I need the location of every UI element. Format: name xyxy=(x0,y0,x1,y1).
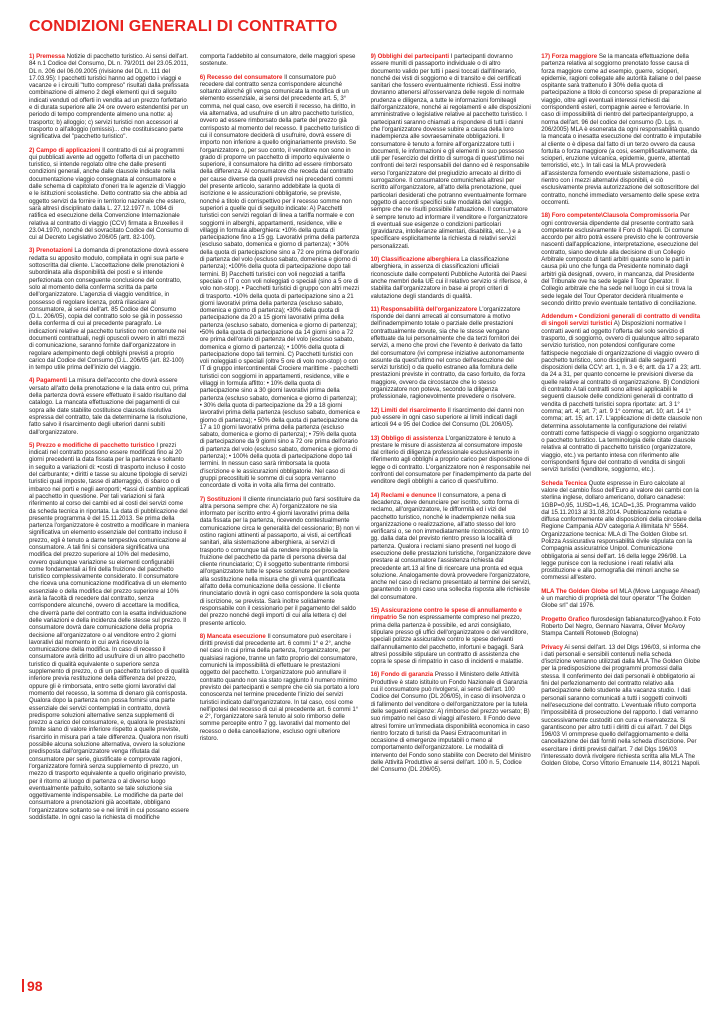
section-text: L'organizzatore risponde dei danni arrecati al consumatore a motivo dell'inadempimento totale o parziale delle prestazioni contrattualmente dovute, sia che le stesse vengano effettuate da lui personalmente che da terzi fornitori dei servizi, a meno che provi che l'evento è derivato da fatto del consumatore (ivi comprese iniziative autonomamente assunte da quest'ultimo nel corso dell'esecuzione dei servizi turistici) o da quello estraneo alla fornitura delle prestazioni previste in contratto, da caso fortuito, da forza maggiore, ovvero da circostanze che lo stesso organizzatore non poteva, secondo la diligenza professionale, ragionevolmente prevedere o risolvere. xyxy=(370,305,526,401)
terms-section xyxy=(29,247,190,371)
section-heading: 2) Campo di applicazioni xyxy=(29,146,101,154)
section-text: comporta l'addebito al consumatore, delle maggiori spese sostenute. xyxy=(199,53,356,68)
terms-section xyxy=(200,496,361,627)
terms-section xyxy=(371,256,532,300)
section-text: A) Disposizioni normative I contratti aventi ad oggetto l'offerta del solo servizio di trasporto, di soggiorno, ovvero di qualunque altro separato servizio turistico, non potendosi configurare come fattispecie negoziale di organizzazione di viaggio ovvero di pacchetto turistico, sono disciplinati dalle seguenti disposizioni della CCV: art. 1, n. 3 e 6; artt. da 17 a 23; artt. da 24 a 31, per quanto concerne le previsioni diverse da quelle relative al contratto di organizzazione. B) Condizioni di contratto A tali contratti sono altresì applicabili le seguenti clausole delle condizioni generali di contratto di vendita di pacchetti turistici sopra riportate: art. 3 1° comma; art. 4; art. 7; art. 9 1° comma; art. 10; art. 14 1° comma; art. 15; art. 17. L'applicazione di dette clausole non determina assolutamente la configurazione dei relativi contratti come fattispecie di viaggi o soggiorno organizzato o pacchetto turistico. La terminologia delle citate clausole relativa al contratto di pacchetto turistico (organizzatore, viaggio, etc.) va pertanto intesa con riferimento alle corrispondenti figure del contratto di vendita di singoli servizi turistici (venditore, soggiorno, etc.). xyxy=(541,320,702,474)
terms-section xyxy=(200,74,361,490)
terms-section xyxy=(371,306,532,401)
section-heading: 10) Classificazione alberghiera xyxy=(370,256,460,264)
section-heading: 1) Premessa xyxy=(29,53,65,60)
section-heading: Progetto Grafico xyxy=(541,615,590,623)
page-number-bar xyxy=(22,979,24,992)
terms-section xyxy=(200,633,361,742)
terms-section xyxy=(371,435,532,486)
section-text: La misura dell'acconto che dovrà essere versato all'atto della prenotazione e la data entro cui, prima della partenza dovrà essere effettuato il saldo risultano dal catalogo. La mancata effettuazione dei pagamenti di cui sopra alle date stabilite costituisce clausola risolutiva espressa del contratto, tale da determinarne la risoluzione, fatto salvo il risarcimento degli ulteriori danni subiti dall'organizzatore. xyxy=(29,377,189,436)
section-text: Il consumatore può recedere dal contratto senza corrispondere alcunché soltanto allorché gli venga comunicata la modifica di un elemento essenziale, ai sensi del precedente art. 5, 3° comma, nel qual caso, ove eserciti il recesso, ha diritto, in via alternativa, ad usufruire di un altro pacchetto turistico, ovvero ad essere rimborsato della parte del prezzo già corrisposto al momento del recesso. Il pacchetto turistico di cui il consumatore deciderà di usufruire, dovrà essere di importo non inferiore a quello originariamente previsto. Se l'organizzatore o, per suo conto, il venditore non sono in grado di proporre un pacchetto di importo equivalente o superiore, il consumatore ha diritto ad essere rimborsato della differenza. Al consumatore che receda dal contratto per cause diverse da quelli previsti nei precedenti commi del presente articolo, saranno addebitate la quota di iscrizione e le assicurazioni obbligatorie, se previste, nonché a titolo di corrispettivo per il recesso somme non superiori a quelle qui di seguito indicate: A) Pacchetti turistici con servizi regolari di linea a tariffa normale e con soggiorni in alberghi, appartamenti, residence, ville e villaggi in formula alberghiera: •10% della quota di partecipazione fino a 15 gg. Lavorativi prima della partenza (escluso sabato, domenica e giorno di partenza); • 30% della quota di partecipazione sino a 72 ore prima dell'orario di partenza del volo (escluso sabato, domenica e giorno di partenza); •100% della quota di partecipazione dopo tali termini. B) Pacchetti turistici con voli negoziati a tariffa speciale o IT o con voli noleggiati o speciali (sino a 5 ore di volo non-stop). • Pacchetti turistici di gruppo con altri mezzi di trasporto. •10% della quota di partecipazione sino a 21 giorni lavorativi prima della partenza (escluso sabato, domenica e giorno di partenza); •30% della quota di partecipazione da 20 a 15 giorni lavorativi prima della partenza (escluso sabato, domenica e giorno di partenza); •50% della quota di partecipazione da 14 giorni sino a 72 ore prima dell'orario di partenza del volo (escluso sabato, domenica e giorno di partenza); • 100% della quota di partecipazione dopo tali termini. C) Pacchetti turistici con voli noleggiati o speciali (oltre 5 ore di volo non-stop) o con IT di gruppo intercontinentali Crociere marittime - pacchetti turistici con soggiorni in appartamenti, residence, ville e villaggi in formula affitto: • 10% della quota di partecipazione sino a 30 giorni lavorativi prima della partenza (escluso sabato, domenica e giorno di partenza); • 30% della quota di partecipazione da 29 a 18 giorni lavorativi prima della partenza (escluso sabato, domenica e giorno di partenza); • 50% della quota di partecipazione da 17 a 10 giorni lavorativi prima della partenza (escluso sabato, domenica e giorno di partenza); • 75% della quota di partecipazione da 9 giorni sino a 72 ore prima dell'orario di partenza del volo (escluso sabato, domenica e giorno di partenza); • 100% della quota di partecipazione dopo tali termini. In nessun caso sarà rimborsata la quota d'iscrizione e le assicurazioni obbligatorie. Nel caso di gruppi precostituiti le somme di cui sopra verranno concordate di volta in volta alla firma del contratto. xyxy=(199,73,360,490)
column-1 xyxy=(29,53,190,993)
section-heading: 4) Pagamenti xyxy=(29,377,67,385)
section-text: MLA (Move Language Ahead) è un marchio di proprietà del tour operator "The Golden Globe srl" dal 1976. xyxy=(541,587,700,610)
section-text: La domanda di prenotazione dovrà essere redatta su apposito modulo, compilata in ogni sua parte e sottoscritta dal cliente. L'accettazione delle prenotazioni è subordinata alla disponibilità dei posti e si intende perfezionata con conseguente conclusione del contratto, solo al momento della conferma scritta da parte dell'organizzatore. L'agenzia di viaggio venditrice, in possesso di regolare licenza, potrà rilasciare al consumatore, ai sensi dell'art. 85 Codice del Consumo (D.L. 206/05), copia del contratto solo se già in possesso della conferma di cui al precedente paragrafo. Le indicazioni relative al pacchetto turistico non contenute nei documenti contrattuali, negli opuscoli ovvero in altri mezzi di comunicazione, saranno fornite dall'organizzatore in regolare adempimento degli obblighi previsti a proprio carico dal Codice del Consumo (D.L. 206/05 (art. 82-100) in tempo utile prima dell'inizio del viaggio. xyxy=(29,247,189,372)
section-text: Se non espressamente compreso nel prezzo, prima della partenza è possibile, ed anzi consigliato, stipulare presso gli uffici dell'organizzatore o del venditore, speciali polizze assicurative contro le spese derivanti dall'annullamento del pacchetto, infortuni e bagagli. Sarà altresì possibile stipulare un contratto di assistenza che copra le spese di rimpatrio in caso di incidenti e malattie. xyxy=(370,614,529,666)
terms-section xyxy=(541,53,702,206)
terms-section xyxy=(371,492,532,601)
section-text: Ai sensi dell'art. 13 del Dlgs 196/03, si informa che i dati personali e sensibili contenuti nella scheda d'iscrizione verranno utilizzati dalla MLA The Golden Globe per la predisposizione dei programmi promossi dalla stessa. Il conferimento dei dati personali è obbligatorio ai fini del perfezionamento del contratto relativo alla partecipazione dello studente alla vacanza studio. I dati personali saranno comunicati a tutti i soggetti coinvolti nell'esecuzione del contratto. L'eventuale rifiuto comporta l'impossibilità di prosecuzione del rapporto. I dati verranno successivamente custoditi con cura e riservatezza. Si garantiscono per altro tutti i diritti di cui all'art. 7 del Dlgs 196/03 Vi ornmprese quello dell'aggiornamento e della cancellazione dei dati forniti nella scheda d'iscrizione. Per esercitare i diritti previsti dall'art. 7 del Dlgs 196/03 l'interessato dovrà rivolgere richiesta scritta alla MLA The Golden Globe, Corso Vittorio Emanuele 114, 80121 Napoli. xyxy=(541,643,701,768)
terms-section xyxy=(541,644,702,768)
section-heading: 5) Prezzo e modifiche di pacchetto turistico xyxy=(29,441,155,449)
column-3 xyxy=(371,53,532,993)
section-heading: Addendum • Condizioni generali di contratto di vendita di singoli servizi turistici xyxy=(541,313,701,328)
section-text: Quote espresse in Euro calcolate al valore del cambio fisso dell'Euro al valore dei cambi con la sterlina inglese, dollaro americano, dollaro canadese: 1GBP=0,95, 1USD=1,46, 1CAD=1,35. Programma valido dal 15.11.2013 al 31.08.2014. Pubblicazione redatta e diffusa conformemente alle disposizioni della circolare della Regione Campania ADV categoria A illimitata N° 5564. Organizzazione tecnica: MLA di The Golden Globe srl. Polizza Assicurativa responsabilità civile stipulata con la Compagnia assicuratrice Unipol. Comunicazione obbligatoria ai sensi dell'art. 16 della legge 296/98. La legge punisce con la reclusione i reati relativi alla prostituzione e alla pornografia dei minori anche se commessi all'estero. xyxy=(541,479,702,582)
terms-section xyxy=(541,313,702,474)
section-text: La classificazione alberghiera, in assenza di classificazioni ufficiali riconosciute dalle competenti Pubbliche Autorità dei Paesi anche membri della UE cui il relativo servizio si riferisce, è stabilita dall'organizzatore in base ai propri criteri di valutazione degli standards di qualità. xyxy=(370,256,528,300)
terms-section xyxy=(541,480,702,582)
page-title: CONDIZIONI GENERALI DI CONTRATTO xyxy=(29,18,338,35)
section-heading: 18) Foro competente\Clausola Compromissoria xyxy=(541,212,679,220)
section-heading: 15) Assicurazione contro le spese di annullamento e rimpatrio xyxy=(370,607,522,622)
section-heading: 13) Obbligo di assistenza xyxy=(370,434,444,442)
section-text: flurosdesign fabianaturco@yahoo.it Foto Roberto Del Negro, Gennaro Navarra, Oliver McAvoy Stampa Cantelli Rotoweb (Bologna) xyxy=(541,615,701,638)
terms-section xyxy=(29,442,190,821)
section-heading: 8) Mancata esecuzione xyxy=(199,632,266,640)
section-text: Se la mancata effettuazione della partenza relativa al soggiorno prenotato fosse causa di forza maggiore come ad esempio, guerre, scioperi, epidemie, ragioni collegate alle autorità italiane o del paese ospitante sarà trattenuto il 30% della quota di partecipazione a titolo di concorso spese di preparazione al viaggio, oltre agli eventuali interessi richiesti dai corrispondenti esteri, compagnie aeree e ferroviarie. In caso di impossibilità di rientro del partecipante/gruppo, a norma dell'art. 96 del codice del consumo (D. Lgs. n. 206/2005) MLA è esonerata da ogni responsabilità quando la mancata o inesatta esecuzione del contratto è imputabile al cliente o è dipesa dal fatto di un terzo ovvero da causa fortuita o forza maggiore (a cosi, esemplificativamente, da scioperi, eruzione vulcanica, epidemie, guerre, attentati terroristici, etc.). In tali casi la MLA provvederà all'assistenza fornendo eventuale sistemazione, pasti o rientro con i mezzi alternativi disponibili, e ciò esclusivamente previa autorizzazione del sottoscrittore del contratto, nonché immediato versamento delle spese extra occorrenti. xyxy=(541,53,702,206)
section-heading: 14) Reclami e denunce xyxy=(370,491,437,499)
section-text: Notizie di pacchetto turistico. Ai sensi dell'art. 84 n.1 Codice del Consumo, DL n. 79/2011 del 23.05.2011, DL n. 206 del 06.09.2005 (rivisione del DL n. 111 del 17.03.95): I pacchetti turistici hanno ad oggetto i viaggi e vacanze e i circuiti "tutto compreso" risultati dalla prefissata combinazione di almeno 2 degli elementi qui di seguito indicati venduti od offerti in vendita ad un prezzo forfettario e di durata superiore alle 24 ore ovvero estendentisi per un periodo di tempo comprendente almeno una notte: a) trasporto; b) alloggio; c) servizi turistici non accessori al trasporto o all'alloggio (omissis)... che costituiscano parte significativa del "pacchetto turistico". xyxy=(29,53,189,141)
page-number-value: 98 xyxy=(27,978,43,994)
terms-section xyxy=(541,616,702,638)
section-heading: 11) Responsabilità dell'organizzatore xyxy=(370,305,478,313)
section-text: I prezzi indicati nel contratto possono essere modificati fino ai 20 giorni precedenti la data fissata per la partenza e soltanto in seguito a variazioni di: •costi di trasporto incluso il costo del carburante; • diritti e tasse su alcune tipologie di servizi turistici quali imposte, tasse di atterraggio, di sbarco o di imbarco nei porti e negli aeroporti; •tassi di cambio applicati al pacchetto in questione. Per tali variazioni si farà riferimento al corso dei cambi ed ai costi dei servizi come da scheda tecnica in riportata. La data di pubblicazione del presente programma è del 15.11.2013. Se prima della partenza l'organizzatore è costretto a modificare in maniera significativa un elemento essenziale del contratto incluso il prezzo, egli è tenuto a darne tempestiva comunicazione al consumatore. A tali fini si considera significativa una modifica del prezzo superiore al 10% del medesimo, ovvero qualunque variazione su elementi configurabili come fondamentali ai fini della fruizione del pacchetto turistico complessivamente considerato. Il consumatore che riceva una comunicazione modificativa di un elemento essenziale o della modifica del prezzo superiore al 10% avrà la facoltà di recedere dal contratto, senza corrispondere alcunché, ovvero di accettare la modifica, che diverrà parte del contratto con la esatta individuazione delle variazioni e della incidenza delle stesse sul prezzo. Il consumatore dovrà dare comunicazione della propria decisione all'organizzatore o al venditore entro 2 giorni lavorativi dal momento in cui avrà ricevuto la comunicazione della modifica. In caso di recesso il consumatore avrà diritto ad usufruire di un altro pacchetto turistico di qualità equivalente o superiore senza supplemento di prezzo, o di un pacchetto turistico di qualità inferiore previa restituzione della differenza del prezzo, oppure gli è rimborsata, entro sette giorni lavorativi dal momento del recesso, la somma di denaro già corrisposta. Qualora dopo la partenza non possa fornirsi una parte essenziale dei servizi contemplati in contratto, dovrà predisporre soluzioni alternative senza supplementi di prezzo a carico del consumatore, e, qualora le prestazioni fornite siano di valore inferiore rispetto a quelle previste, risarcirlo in misura pari a tale differenza. Qualora non risulti possibile alcuna soluzione alternativa, ovvero la soluzione predisposta dall'organizzatore venga rifiutata dal consumatore per serie, giustificate e comprovate ragioni, l'organizzatore fornirà senza supplemento di prezzo, un mezzo di trasporto equivalente a quello originario previsto, per il ritorno al luogo di partenza o al diverso luogo eventualmente pattuito, soltanto se tale soluzione sia oggettivamente indispensabile. Le modifiche da parte del consumatore a prenotazioni già accettate, obbligano l'organizzatore soltanto se e nei limiti in cui possano essere soddisfatte. In ogni caso la richiesta di modifiche xyxy=(29,441,190,821)
section-heading: 3) Prenotazioni xyxy=(29,247,73,255)
section-heading: MLA The Golden Globe srl xyxy=(541,587,618,595)
section-heading: Privacy xyxy=(541,643,563,651)
section-heading: Scheda Tecnica xyxy=(541,479,587,487)
section-text: Il cliente rinunciatario può farsi sostituire da altra persona sempre che: A) l'organizzatore ne sia informato per iscritto entro 4 giorni lavorativi prima della data fissata per la partenza, ricevendo contestualmente comunicazione circa le generalità del cessionario; B) non vi ostino ragioni attinenti al passaporto, ai visti, ai certificati sanitari, alla sistemazione alberghiera, ai servizi di trasporto o comunque tali da rendere impossibile la fruizione del pacchetto da parte di persona diversa dal cliente rinunciatario; C) il soggetto subentrante rimborsi all'organizzatore tutte le spese sostenute per procedere alla sostituzione nella misura che gli verrà quantificata all'atto della comunicazione della cessione. Il cliente rinunciatario dovrà in ogni caso corrispondere la sola quota di iscrizione, se prevista. Sarà inoltre solidalmente responsabile con il cessionario per il pagamento del saldo del prezzo nonché degli importi di cui alla lettera c) del presente articolo. xyxy=(199,495,360,627)
section-text: Il risarcimento dei danni non può essere in ogni caso superiore ai limiti indicati dagli articoli 94 e 95 del Codice del Consumo (DL 206/05). xyxy=(370,406,524,429)
terms-section xyxy=(541,212,702,307)
terms-section xyxy=(29,377,190,435)
section-text: L'organizzatore è tenuto a prestare le misure di assistenza al consumatore imposte dal criterio di diligenza professionale esclusivamente in riferimento agli obblighi a proprio carico per disposizione di legge o di contratto. L'organizzatore non è responsabile nei confronti del consumatore per l'inadempimento da parte del venditore degli obblighi a carico di quest'ultimo. xyxy=(370,434,531,486)
section-heading: 7) Sostituzioni xyxy=(199,495,242,503)
section-text: Il consumatore, a pena di decadenza, deve denunciare per iscritto, sotto forma di reclamo, all'organizzatore, le difformità ed i vizi del pacchetto turistico, nonché le inadempienze nella sua organizzazione o realizzazione, all'atto stesso del loro verificarsi o, se non immediatamente riconoscibili, entro 10 gg. dalla data del previsto rientro presso la località di partenza. Qualora i reclami siano presenti nel luogo di esecuzione delle prestazioni turistiche, l'organizzatore deve prestare al consumatore l'assistenza richiesta dal precedente art.13 al fine di ricercare una pronta ed equa soluzione. Analogamente dovrà provvedere l'organizzatore, anche nel caso di reclamo presentato al termine dei servizi, garantendo in ogni caso una sollecita risposta alle richieste del consumatore. xyxy=(370,491,531,601)
section-heading: 6) Recesso del consumatore xyxy=(199,73,283,81)
terms-section xyxy=(541,588,702,610)
column-4 xyxy=(541,53,702,993)
column-2 xyxy=(200,53,361,993)
section-text: Per ogni controversia dipendente dal presente contratto sarà competente esclusivamente il Foro di Napoli. Di comune accordo per altro potrà essere previsto che le controversie nascenti dall'applicazione, interpretazione, esecuzione del contratto, siano devolute alla decisione di un Collegio Arbitrale composto di tanti arbitri quante sono le parti in causa più uno che funga da Presidente nominato dagli arbitri già designati, ovvero, in mancanza, dal Presidente del Tribunale ove ha sede legale il Tour Operator. Il Collegio arbitrale che ha sede nel luogo in cui si trova la sede legale del Tour Operator deciderà ritualmente e secondo diritto previo eventuale tentativo di conciliazione. xyxy=(541,212,699,307)
terms-section xyxy=(200,53,361,68)
terms-columns xyxy=(29,53,702,993)
section-text: I partecipanti dovranno essere muniti di passaporto individuale o di altro documento valido per tutti i paesi toccati dall'itinerario, nonché dei visti di soggiorno e di transito e dei certificati sanitari che fossero eventualmente richiesti. Essi inoltre dovranno attenersi all'osservanza delle regole di normale prudenza e diligenza, a tutte le informazioni forniteagli dall'organizzatore, nonché ai regolamenti e alle disposizioni amministrative o legislative relative al pacchetto turistico. I partecipanti saranno chiamati a rispondere di tutti i danni che l'organizzatore dovesse subire a causa della loro inadempienza alle sovraesaminate obbligazioni. Il consumatore è tenuto a fornire all'organizzatore tutti i documenti, le informazioni e gli elementi in suo possesso utili per l'esercizio del diritto di surroga di quest'ultimo nei confronti dei terzi responsabili del danno ed è responsabile verso l'organizzatore del pregiudizio arrecato al diritto di surrogazione. Il consumatore comunicherà altresì per iscritto all'organizzatore, all'atto della prenotazione, quei particolari desiderati che potranno eventualmente formare oggetto di accordi specifici sulle modalità del viaggio, sempre che ne risulti possibile l'attuazione. Il consumatore è sempre tenuto ad informare il venditore e l'organizzatore di eventuali sue esigenze o condizioni particolari (gravidanza, intolleranze alimentari, disabilità, etc...) e a specificare esplicitamente la richiesta di relativi servizi personalizzati. xyxy=(370,53,531,250)
terms-section xyxy=(29,53,190,141)
terms-section xyxy=(371,671,532,773)
section-text: Il contratto di cui ai programmi qui pubblicati avente ad oggetto l'offerta di un pacchetto turistico, si intende regolato oltre che dalle presenti condizioni generali, anche dalle clausole indicate nella documentazione viaggio consegnata al consumatore e dalle schema di capitolato d'oneri tra le agenzie di Viaggio e le istituzioni scolastiche. Detto contratto sia che abbia ad oggetto servizi da fornire in territorio nazionale che estero, sarà altresì disciplinato dalla L. 27.12.1977 n. 1084 di ratifica ed esecuzione della Convenzione Internazionale relativa al contratto di viaggio (CCV) firmata a Bruxelles il 23.04.1970, nonché del sovracitato Codice del Consumo di cui al Decreto Legislativo 206/05 (artt. 82-100). xyxy=(29,146,189,242)
terms-section xyxy=(371,607,532,665)
terms-section xyxy=(371,53,532,250)
terms-section xyxy=(371,407,532,429)
section-heading: 12) Limiti del risarcimento xyxy=(370,406,447,414)
section-heading: 16) Fondo di garanzia xyxy=(370,671,434,679)
section-text: Il consumatore può esercitare i diritti previsti dal precedente art. 6 commi 1° e 2°, anche nel caso in cui prima della partenza, l'organizzatore, per qualsiasi ragione, tranne un fatto proprio del consumatore, comunichi la impossibilità di effettuare le prestazioni oggetto del pacchetto. L'organizzatore può annullare il contratto quando non sia stato raggiunto il numero minimo previsto dei partecipanti e sempre che ciò sia portato a loro conoscenza nel termine precedente l'inizio dei servizi turistici indicato dall'organizzatore. In tal caso, così come nell'ipotesi del recesso di cui al precedente art. 6 commi 1° e 2°, l'organizzatore sarà tenuto al solo rimborso delle somme percepite entro 7 gg. lavorativi dal momento del recesso o della cancellazione, escluso ogni ulteriore ristoro. xyxy=(199,632,360,743)
page-number xyxy=(22,978,43,994)
section-heading: 9) Obblighi dei partecipanti xyxy=(370,53,450,60)
terms-section xyxy=(29,147,190,242)
section-heading: 17) Forza maggiore xyxy=(541,53,598,60)
section-text: Presso il Ministero delle Attività Produttive è stato istituito un Fondo Nazionale di Garanzia cui il consumatore può rivolgersi, ai sensi dell'art. 100 Codice del Consumo (DL 206/05), in caso di insolvenza o di fallimento del venditore o dell'organizzatore per la tutela delle seguenti esigenze: A) rimborso del prezzo versato; B) suo rimpatrio nel caso di viaggi all'estero. Il Fondo deve altresì fornire un'immediata disponibilità economica in caso rientro forzato di turisti da Paesi Extracomunitari in occasione di emergenze imputabili o meno al comportamento dell'organizzatore. Le modalità di intervento del Fondo sono stabilite con Decreto del Ministro delle Attività Produttive ai sensi dell'art. 100 n. 5, Codice del Consumo (DL 206/05). xyxy=(370,671,531,774)
